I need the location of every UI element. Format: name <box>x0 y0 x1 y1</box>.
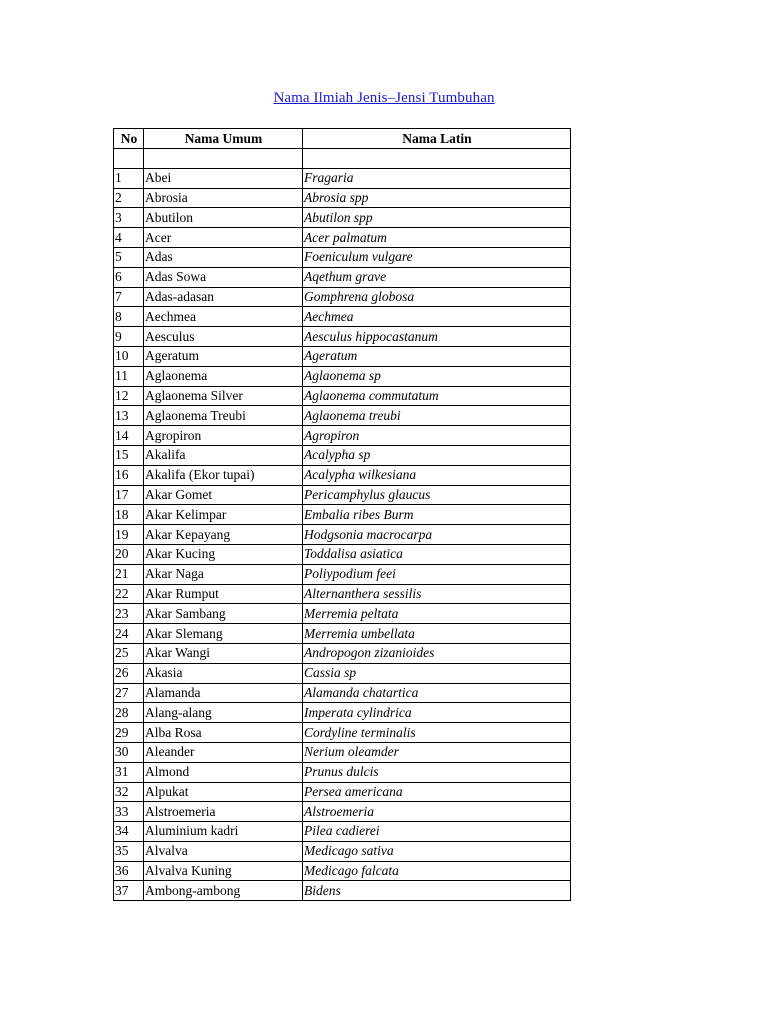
latin-name: Prunus dulcis <box>303 762 571 782</box>
table-row <box>114 505 571 525</box>
row-number: 7 <box>114 287 144 307</box>
table-row <box>114 782 571 802</box>
table-row <box>114 228 571 248</box>
row-number: 37 <box>114 881 144 901</box>
table-row <box>114 663 571 683</box>
latin-name: Merremia peltata <box>303 604 571 624</box>
table-row <box>114 762 571 782</box>
latin-name: Poliypodium feei <box>303 564 571 584</box>
table-row <box>114 327 571 347</box>
plant-names-table <box>113 128 571 901</box>
common-name: Adas Sowa <box>144 267 303 287</box>
common-name: Alvalva <box>144 841 303 861</box>
table-row <box>114 643 571 663</box>
row-number: 9 <box>114 327 144 347</box>
row-number: 20 <box>114 544 144 564</box>
column-header-latin-name: Nama Latin <box>303 129 571 149</box>
common-name: Alvalva Kuning <box>144 861 303 881</box>
row-number: 35 <box>114 841 144 861</box>
table-row <box>114 624 571 644</box>
latin-name: Alamanda chatartica <box>303 683 571 703</box>
common-name: Akar Rumput <box>144 584 303 604</box>
row-number: 26 <box>114 663 144 683</box>
common-name: Aluminium kadri <box>144 822 303 842</box>
row-number: 15 <box>114 445 144 465</box>
table-row <box>114 584 571 604</box>
row-number: 6 <box>114 267 144 287</box>
row-number: 21 <box>114 564 144 584</box>
latin-name: Medicago sativa <box>303 841 571 861</box>
column-header-common-name: Nama Umum <box>144 129 303 149</box>
row-number: 8 <box>114 307 144 327</box>
common-name: Aglaonema Treubi <box>144 406 303 426</box>
latin-name: Persea americana <box>303 782 571 802</box>
row-number: 27 <box>114 683 144 703</box>
table-row <box>114 604 571 624</box>
latin-name: Cassia sp <box>303 663 571 683</box>
common-name: Akar Sambang <box>144 604 303 624</box>
latin-name: Medicago falcata <box>303 861 571 881</box>
latin-name: Acer palmatum <box>303 228 571 248</box>
common-name: Akasia <box>144 663 303 683</box>
latin-name: Cordyline terminalis <box>303 723 571 743</box>
empty-cell <box>114 149 144 169</box>
table-row <box>114 861 571 881</box>
common-name: Ageratum <box>144 346 303 366</box>
common-name: Akar Naga <box>144 564 303 584</box>
common-name: Akar Kucing <box>144 544 303 564</box>
common-name: Abutilon <box>144 208 303 228</box>
row-number: 10 <box>114 346 144 366</box>
common-name: Akalifa <box>144 445 303 465</box>
common-name: Akar Gomet <box>144 485 303 505</box>
latin-name: Andropogon zizanioides <box>303 643 571 663</box>
row-number: 5 <box>114 247 144 267</box>
table-row <box>114 247 571 267</box>
table-row <box>114 168 571 188</box>
table-row <box>114 485 571 505</box>
row-number: 1 <box>114 168 144 188</box>
common-name: Alstroemeria <box>144 802 303 822</box>
common-name: Abrosia <box>144 188 303 208</box>
latin-name: Foeniculum vulgare <box>303 247 571 267</box>
common-name: Adas-adasan <box>144 287 303 307</box>
table-row <box>114 822 571 842</box>
row-number: 11 <box>114 366 144 386</box>
row-number: 34 <box>114 822 144 842</box>
row-number: 33 <box>114 802 144 822</box>
table-row <box>114 683 571 703</box>
table-row <box>114 346 571 366</box>
row-number: 31 <box>114 762 144 782</box>
common-name: Akar Wangi <box>144 643 303 663</box>
latin-name: Aglaonema sp <box>303 366 571 386</box>
row-number: 28 <box>114 703 144 723</box>
row-number: 25 <box>114 643 144 663</box>
table-row <box>114 445 571 465</box>
latin-name: Bidens <box>303 881 571 901</box>
row-number: 2 <box>114 188 144 208</box>
common-name: Akalifa (Ekor tupai) <box>144 465 303 485</box>
empty-spacer-row <box>114 149 571 169</box>
table-row <box>114 802 571 822</box>
common-name: Akar Kepayang <box>144 525 303 545</box>
latin-name: Toddalisa asiatica <box>303 544 571 564</box>
latin-name: Acalypha wilkesiana <box>303 465 571 485</box>
table-row <box>114 208 571 228</box>
common-name: Aglaonema <box>144 366 303 386</box>
latin-name: Fragaria <box>303 168 571 188</box>
table-row <box>114 525 571 545</box>
table-row <box>114 307 571 327</box>
latin-name: Abutilon spp <box>303 208 571 228</box>
row-number: 4 <box>114 228 144 248</box>
latin-name: Aglaonema commutatum <box>303 386 571 406</box>
common-name: Abei <box>144 168 303 188</box>
table-header-row <box>114 129 571 149</box>
latin-name: Acalypha sp <box>303 445 571 465</box>
common-name: Aglaonema Silver <box>144 386 303 406</box>
row-number: 16 <box>114 465 144 485</box>
row-number: 29 <box>114 723 144 743</box>
common-name: Alang-alang <box>144 703 303 723</box>
common-name: Aechmea <box>144 307 303 327</box>
row-number: 3 <box>114 208 144 228</box>
table-row <box>114 723 571 743</box>
latin-name: Imperata cylindrica <box>303 703 571 723</box>
table-row <box>114 267 571 287</box>
common-name: Agropiron <box>144 426 303 446</box>
column-header-no: No <box>114 129 144 149</box>
latin-name: Abrosia spp <box>303 188 571 208</box>
common-name: Almond <box>144 762 303 782</box>
latin-name: Alstroemeria <box>303 802 571 822</box>
row-number: 22 <box>114 584 144 604</box>
table-row <box>114 426 571 446</box>
latin-name: Hodgsonia macrocarpa <box>303 525 571 545</box>
common-name: Alpukat <box>144 782 303 802</box>
row-number: 32 <box>114 782 144 802</box>
latin-name: Pilea cadierei <box>303 822 571 842</box>
common-name: Aleander <box>144 742 303 762</box>
common-name: Akar Slemang <box>144 624 303 644</box>
table-row <box>114 841 571 861</box>
latin-name: Gomphrena globosa <box>303 287 571 307</box>
common-name: Aesculus <box>144 327 303 347</box>
table-row <box>114 544 571 564</box>
latin-name: Aesculus hippocastanum <box>303 327 571 347</box>
row-number: 17 <box>114 485 144 505</box>
table-row <box>114 366 571 386</box>
empty-cell <box>144 149 303 169</box>
row-number: 19 <box>114 525 144 545</box>
common-name: Alba Rosa <box>144 723 303 743</box>
common-name: Alamanda <box>144 683 303 703</box>
common-name: Akar Kelimpar <box>144 505 303 525</box>
latin-name: Merremia umbellata <box>303 624 571 644</box>
latin-name: Aqethum grave <box>303 267 571 287</box>
common-name: Acer <box>144 228 303 248</box>
row-number: 30 <box>114 742 144 762</box>
common-name: Ambong-ambong <box>144 881 303 901</box>
row-number: 12 <box>114 386 144 406</box>
row-number: 23 <box>114 604 144 624</box>
table-row <box>114 386 571 406</box>
latin-name: Agropiron <box>303 426 571 446</box>
table-row <box>114 564 571 584</box>
latin-name: Aechmea <box>303 307 571 327</box>
table-row <box>114 406 571 426</box>
common-name: Adas <box>144 247 303 267</box>
latin-name: Ageratum <box>303 346 571 366</box>
latin-name: Nerium oleamder <box>303 742 571 762</box>
latin-name: Pericamphylus glaucus <box>303 485 571 505</box>
latin-name: Embalia ribes Burm <box>303 505 571 525</box>
latin-name: Alternanthera sessilis <box>303 584 571 604</box>
table-row <box>114 465 571 485</box>
row-number: 24 <box>114 624 144 644</box>
row-number: 14 <box>114 426 144 446</box>
latin-name: Aglaonema treubi <box>303 406 571 426</box>
table-row <box>114 188 571 208</box>
table-row <box>114 703 571 723</box>
table-row <box>114 287 571 307</box>
table-row <box>114 881 571 901</box>
table-row <box>114 742 571 762</box>
row-number: 36 <box>114 861 144 881</box>
row-number: 18 <box>114 505 144 525</box>
page-title: Nama Ilmiah Jenis–Jensi Tumbuhan <box>273 90 495 106</box>
row-number: 13 <box>114 406 144 426</box>
empty-cell <box>303 149 571 169</box>
